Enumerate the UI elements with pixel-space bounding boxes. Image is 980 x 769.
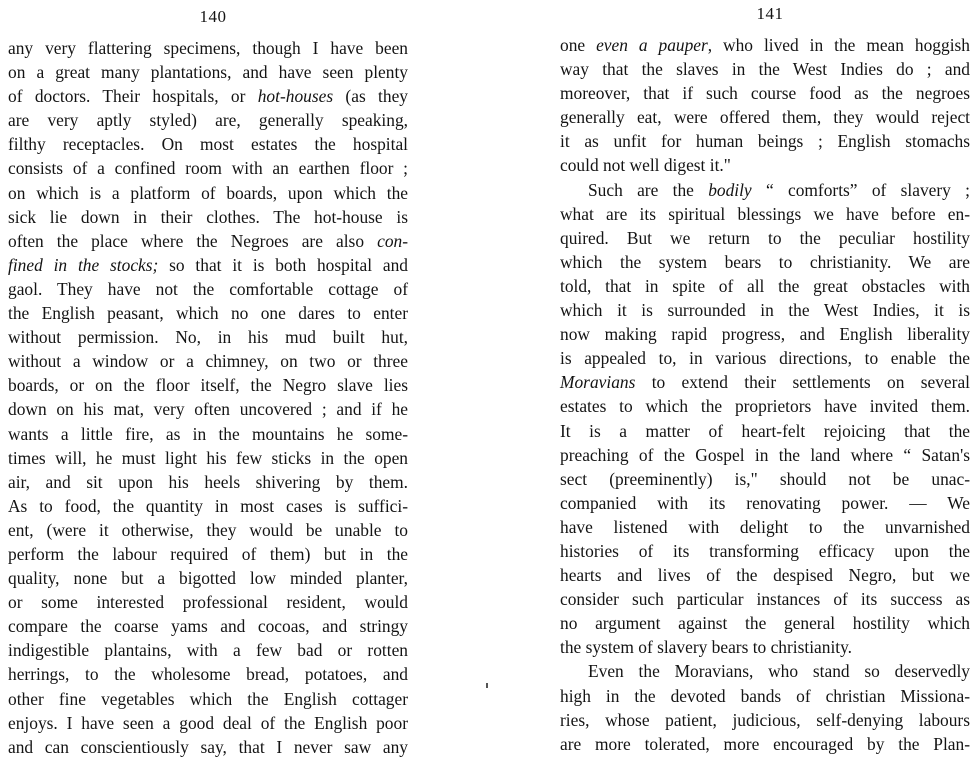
text-line <box>560 33 970 57</box>
text-run: no argument against the general hostility which <box>560 613 970 634</box>
text-run: ries, whose patient, judicious, self-denying labours <box>560 709 970 730</box>
text-line <box>560 732 970 756</box>
text-run: consider such particular instances of its success as <box>560 589 970 610</box>
text-run: air, and sit upon his heels shivering by them. <box>8 471 408 492</box>
text-line <box>560 684 970 708</box>
text-run: on which is a platform of boards, upon which the <box>8 182 408 203</box>
text-run: so that it is both hospital and <box>158 254 408 275</box>
text-run: without a window or a chimney, on two or three <box>8 351 408 372</box>
text-line <box>560 346 970 370</box>
text-line <box>560 202 970 226</box>
text-run: down on his mat, very often uncovered ; and if he <box>8 399 408 420</box>
text-line <box>8 373 408 397</box>
text-line <box>560 322 970 346</box>
text-line <box>560 515 970 539</box>
text-run: (as they <box>333 86 408 107</box>
text-run: the English peasant, which no one dares to enter <box>8 303 408 324</box>
text-line <box>560 250 970 274</box>
text-line <box>8 60 408 84</box>
text-run: filthy receptacles. On most estates the hospital <box>8 134 408 155</box>
text-run: enjoys. I have seen a good deal of the English poor <box>8 712 408 733</box>
print-speck <box>486 683 488 688</box>
text-run: ent, (were it otherwise, they would be unable to <box>8 519 408 540</box>
text-line <box>560 611 970 635</box>
text-run: companied with its renovating power. — We <box>560 492 970 513</box>
text-line <box>8 446 408 470</box>
text-run: it as unfit for human beings ; English stomachs <box>560 131 970 152</box>
text-run: now making rapid progress, and English liberality <box>560 324 970 345</box>
text-run: wants a little fire, as in the mountains he some- <box>8 423 408 444</box>
text-line <box>560 178 970 202</box>
page-number-left: 140 <box>199 7 227 26</box>
text-run: hearts and lives of the despised Negro, but we <box>560 565 970 586</box>
text-run: one <box>560 35 597 55</box>
italic-text-run: bodily <box>708 179 752 200</box>
text-run: Even the Moravians, who stand so deservedly <box>588 661 970 682</box>
text-run: compare the coarse yams and cocoas, and stringy <box>8 616 408 637</box>
text-run: histories of its transforming efficacy upon the <box>560 540 970 561</box>
text-run: what are its spiritual blessings we have before en- <box>560 203 970 224</box>
left-page-text <box>8 36 408 759</box>
text-run: told, that in spite of all the great obstacles with <box>560 275 970 296</box>
text-line <box>560 467 970 491</box>
text-line <box>560 274 970 298</box>
text-run: herrings, to the wholesome bread, potatoes, and <box>8 664 408 685</box>
text-run: high in the devoted bands of christian Missiona- <box>560 685 970 706</box>
italic-text-run: con- <box>377 230 408 251</box>
text-run: is appealed to, in various directions, to enable the <box>560 348 970 369</box>
text-line <box>8 687 408 711</box>
text-line <box>8 494 408 518</box>
text-line <box>8 397 408 421</box>
text-line <box>8 542 408 566</box>
text-run: to extend their settlements on several <box>635 372 970 393</box>
text-line <box>8 638 408 662</box>
text-run: often the place where the Negroes are also <box>8 230 378 251</box>
text-line <box>560 443 970 467</box>
text-run: are more tolerated, more encouraged by the Plan- <box>560 733 970 754</box>
text-run: boards, or on the floor itself, the Negro slave lies <box>8 375 408 396</box>
text-run: quality, none but a bigotted low minded planter, <box>8 568 408 589</box>
right-page <box>490 0 980 769</box>
text-line <box>560 635 970 659</box>
text-run: moreover, that if such course food as the negroes <box>560 83 970 104</box>
text-line <box>8 181 408 205</box>
text-line <box>8 108 408 132</box>
text-run: quired. But we return to the peculiar hostility <box>560 227 970 248</box>
text-run: other fine vegetables which the English cottager <box>8 688 408 709</box>
text-line <box>560 129 970 153</box>
text-line <box>8 711 408 735</box>
text-line <box>8 735 408 759</box>
text-run: without permission. No, in his mud built hut, <box>8 327 408 348</box>
text-run: generally eat, were offered them, they would reject <box>560 107 970 128</box>
text-run: “ comforts” of slavery ; <box>751 179 970 200</box>
text-run: times will, he must light his few sticks in the open <box>8 447 408 468</box>
text-run: As to food, the quantity in most cases is suffici- <box>8 495 408 516</box>
text-run: way that the slaves in the West Indies do ; and <box>560 59 970 80</box>
text-line <box>8 325 408 349</box>
text-run: could not well digest it." <box>560 155 731 176</box>
text-line <box>560 57 970 81</box>
text-run: It is a matter of heart-felt rejoicing that the <box>560 420 970 441</box>
text-run: estates to which the proprietors have invited them. <box>560 396 970 417</box>
text-line <box>8 36 408 60</box>
italic-text-run: hot-houses <box>257 86 334 107</box>
text-line <box>560 419 970 443</box>
text-line <box>560 81 970 105</box>
text-line <box>560 708 970 732</box>
text-run: preaching of the Gospel in the land where “ Satan's <box>560 444 970 465</box>
text-line <box>8 518 408 542</box>
italic-text-run: Moravians <box>560 372 636 393</box>
right-page-text <box>560 33 970 756</box>
text-line <box>8 566 408 590</box>
text-run: of doctors. Their hospitals, or <box>8 86 258 107</box>
text-line <box>8 590 408 614</box>
text-line <box>8 205 408 229</box>
text-line <box>560 105 970 129</box>
text-run: the system of slavery bears to christianity. <box>560 637 853 658</box>
text-run: which the system bears to christianity. We are <box>560 251 970 272</box>
text-run: Such are the <box>588 179 709 200</box>
text-line <box>8 84 408 108</box>
text-line <box>560 226 970 250</box>
italic-text-run: fined in the stocks; <box>8 254 159 275</box>
page-number-right: 141 <box>756 4 784 23</box>
text-run: gaol. They have not the comfortable cottage of <box>8 278 408 299</box>
text-line <box>560 298 970 322</box>
text-line <box>560 370 970 394</box>
text-line <box>560 153 970 177</box>
text-line <box>560 394 970 418</box>
text-line <box>560 491 970 515</box>
text-line <box>560 587 970 611</box>
text-run: sick lie down in their clothes. The hot-house is <box>8 206 408 227</box>
text-line <box>560 539 970 563</box>
text-line <box>8 277 408 301</box>
text-run: which it is surrounded in the West Indies, it is <box>560 300 970 321</box>
text-line <box>8 614 408 638</box>
text-run: are very aptly styled) are, generally speaking, <box>8 110 408 131</box>
text-line <box>8 349 408 373</box>
text-line <box>8 301 408 325</box>
text-run: , who lived in the mean hoggish <box>707 35 970 55</box>
text-run: perform the labour required of them) but in the <box>8 543 408 564</box>
text-line <box>8 253 408 277</box>
italic-text-run: even a pauper <box>596 35 708 55</box>
text-run: or some interested professional resident, would <box>8 592 408 613</box>
text-run: any very flattering specimens, though I have been <box>8 38 408 58</box>
text-line <box>8 470 408 494</box>
text-run: indigestible plantains, with a few bad or rotten <box>8 640 408 661</box>
text-line <box>8 156 408 180</box>
text-line <box>560 563 970 587</box>
text-line <box>8 132 408 156</box>
text-run: have listened with delight to the unvarnished <box>560 516 970 537</box>
text-run: sect (preeminently) is," should not be unac- <box>560 468 970 489</box>
text-line <box>8 662 408 686</box>
text-run: on a great many plantations, and have seen plenty <box>8 62 408 83</box>
text-run: consists of a confined room with an earthen floor ; <box>8 158 408 179</box>
text-line <box>8 229 408 253</box>
text-line <box>560 659 970 683</box>
text-run: and can conscientiously say, that I never saw any <box>8 736 408 757</box>
text-line <box>8 422 408 446</box>
